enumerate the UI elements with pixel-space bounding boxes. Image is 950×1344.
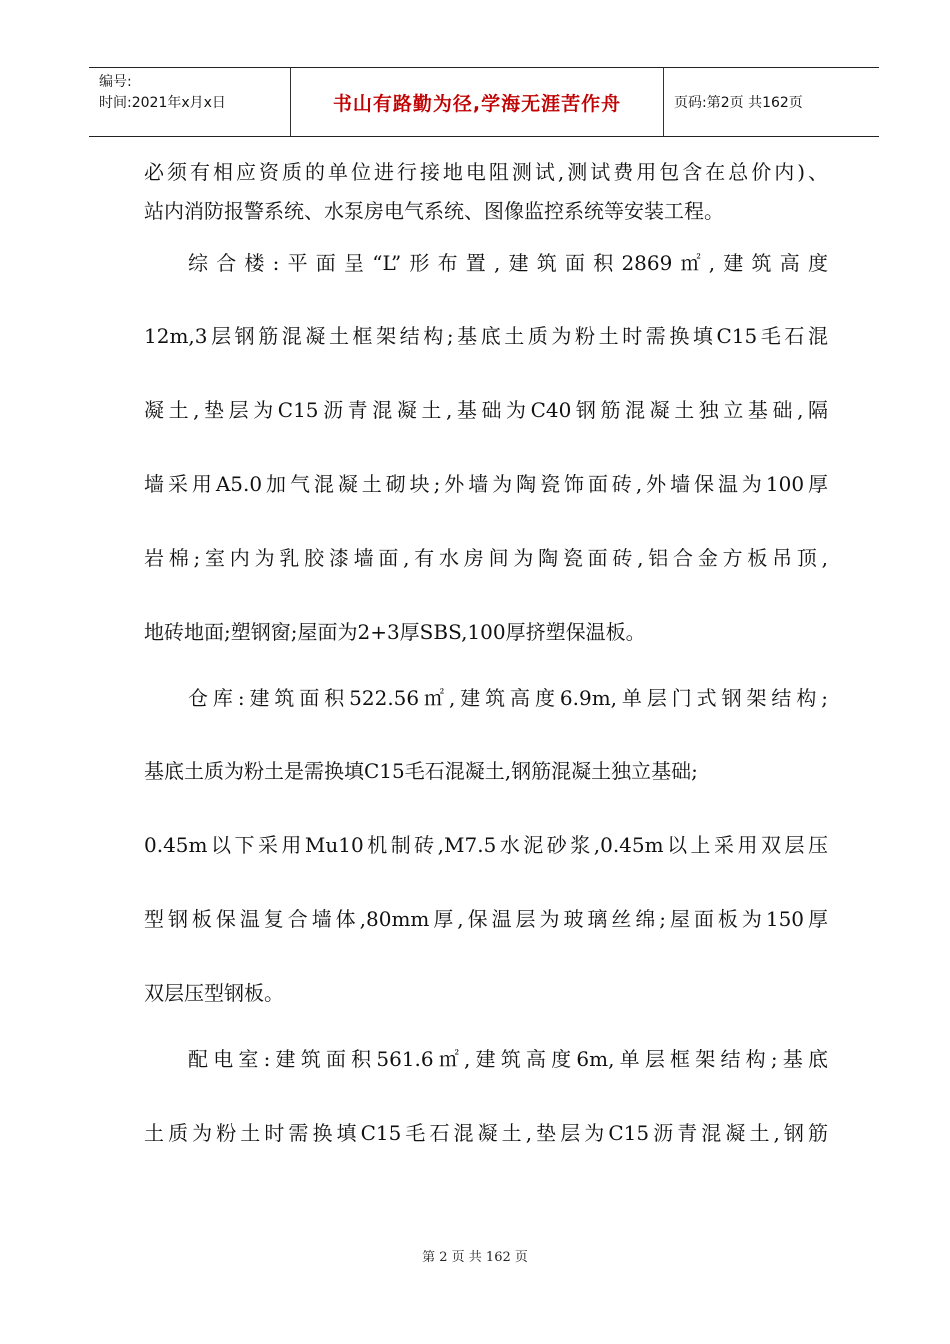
number-label: 编号: [99,74,132,90]
text-line: 必须有相应资质的单位进行接地电阻测试,测试费用包含在总价内)、 [144,160,828,184]
page-footer: 第 2 页 共 162 页 [422,1250,528,1265]
text-line: 凝土,垫层为C15沥青混凝土,基础为C40钢筋混凝土独立基础,隔 [144,398,828,422]
text-line: 站内消防报警系统、水泵房电气系统、图像监控系统等安装工程。 [144,199,724,223]
text-line: 0.45m以下采用Mu10机制砖,M7.5水泥砂浆,0.45m以上采用双层压 [144,833,828,857]
text-line: 双层压型钢板。 [144,981,284,1005]
text-line: 土质为粉土时需换填C15毛石混凝土,垫层为C15沥青混凝土,钢筋 [144,1121,828,1145]
text-line: 型钢板保温复合墙体,80mm厚,保温层为玻璃丝绵;屋面板为150厚 [144,907,828,931]
text-line: 12m,3层钢筋混凝土框架结构;基底土质为粉土时需换填C15毛石混 [144,324,828,348]
text-line: 仓库:建筑面积522.56㎡,建筑高度6.9m,单层门式钢架结构; [188,686,828,710]
text-line: 地砖地面;塑钢窗;屋面为2+3厚SBS,100厚挤塑保温板。 [144,620,646,644]
page-header [89,67,879,137]
header-page-cell [664,68,879,136]
text-line: 墙采用A5.0加气混凝土砌块;外墙为陶瓷饰面砖,外墙保温为100厚 [144,472,828,496]
motto-text: 书山有路勤为径,学海无涯苦作舟 [332,92,622,115]
text-line: 综合楼:平面呈“L”形布置,建筑面积2869㎡,建筑高度 [188,251,828,275]
text-line: 岩棉;室内为乳胶漆墙面,有水房间为陶瓷面砖,铝合金方板吊顶, [144,546,828,570]
header-info-cell [89,68,291,136]
time-label: 时间:2021年x月x日 [99,95,226,111]
text-line: 配电室:建筑面积561.6㎡,建筑高度6m,单层框架结构;基底 [188,1047,828,1071]
page-label: 页码:第2页 共162页 [674,95,803,111]
text-line: 基底土质为粉土是需换填C15毛石混凝土,钢筋混凝土独立基础; [144,759,698,783]
header-motto-cell [291,68,664,136]
